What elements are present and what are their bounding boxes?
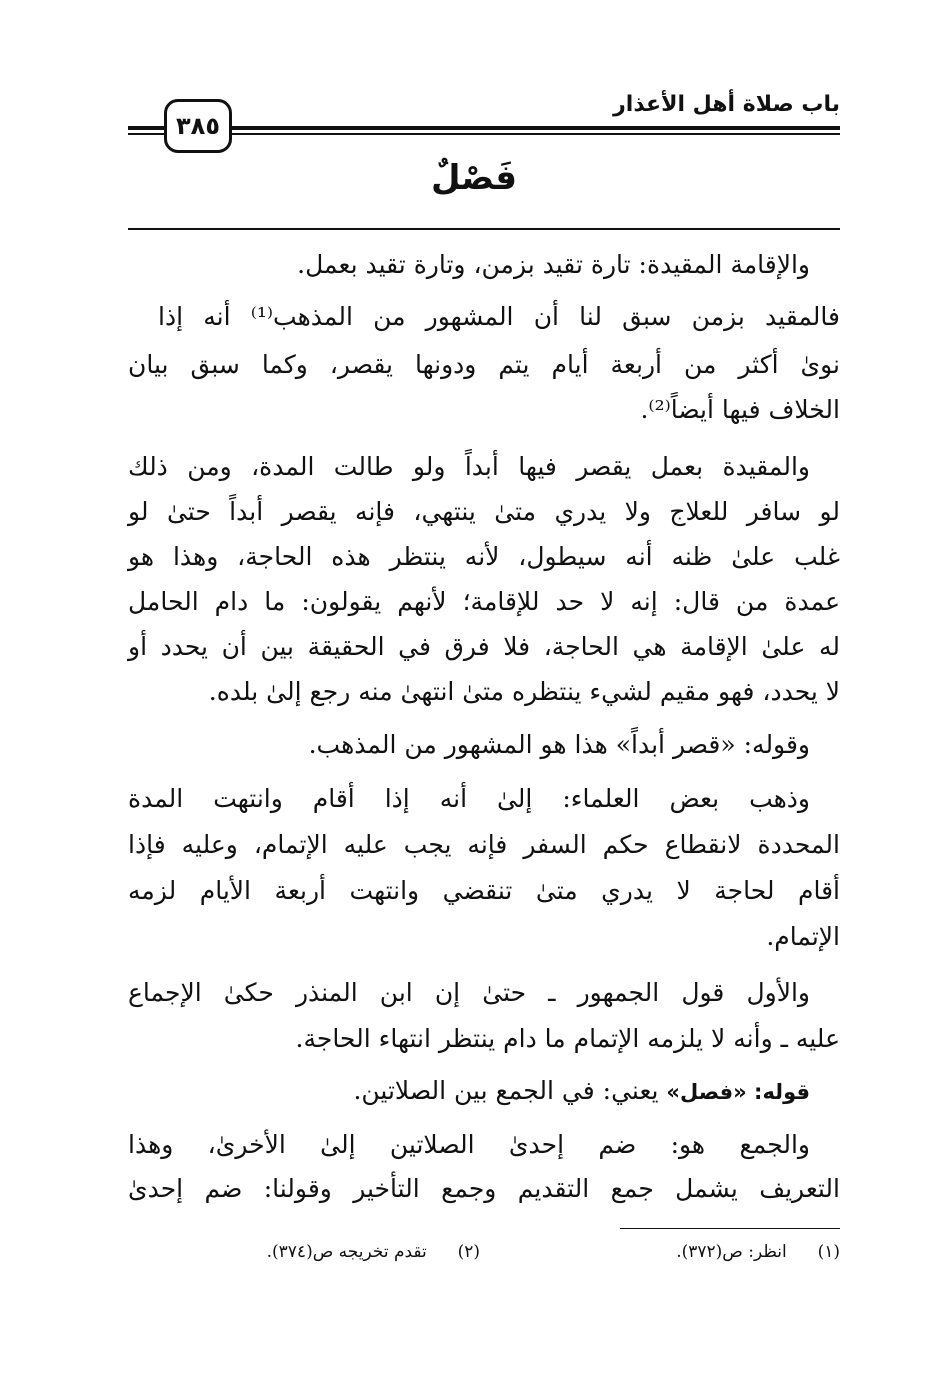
running-title: باب صلاة أهل الأعذار <box>613 92 840 117</box>
body-line: عليه ـ وأنه لا يلزمه الإتمام ما دام ينتظر انتهاء الحاجة. <box>295 1024 840 1053</box>
header-rule-thin-left <box>128 133 164 135</box>
footnote-text: انظر: ص(٣٧٢). <box>676 1242 787 1262</box>
section-divider <box>128 228 840 230</box>
footnote-marker: (٢) <box>457 1242 480 1262</box>
footnote-1 <box>676 1242 840 1262</box>
body-line: المحددة لانقطاع حكم السفر فإنه يجب عليه الإتمام، وعليه فإذا <box>128 830 840 859</box>
header-rule-thick-right <box>226 126 840 130</box>
body-line: له علىٰ الإقامة هي الحاجة، فلا فرق في الحقيقة بين أن يحدد أو <box>128 632 840 661</box>
body-line: نوىٰ أكثر من أربعة أيام يتم ودونها يقصر، وكما سبق بيان <box>128 350 841 379</box>
body-line: وذهب بعض العلماء: إلىٰ أنه إذا أقام وانتهت المدة <box>128 784 810 813</box>
body-line <box>353 1076 810 1107</box>
body-line: عمدة من قال: إنه لا حد للإقامة؛ لأنهم يقولون: ما دام الحامل <box>128 587 840 616</box>
footnote-marker: (١) <box>817 1242 840 1262</box>
header-rule-thin-right <box>226 133 840 135</box>
page-number <box>164 99 232 153</box>
body-line: التعريف يشمل جمع التقديم وجمع التأخير وقولنا: ضم إحدىٰ <box>128 1174 840 1203</box>
body-line: أقام لحاجة لا يدري متىٰ تنقضي وانتهت أربعة الأيام لزمه <box>128 876 840 905</box>
footnote-separator <box>620 1228 840 1229</box>
footnote-text: تقدم تخريجه ص(٣٧٤). <box>266 1242 427 1262</box>
body-line: والإقامة المقيدة: تارة تقيد بزمن، وتارة تقيد بعمل. <box>297 250 810 279</box>
header-rule-thick-left <box>128 126 164 130</box>
footnote-2 <box>267 1242 480 1262</box>
body-line: الخلاف فيها أيضاً⁽²⁾. <box>640 395 840 424</box>
body-line: لو سافر للعلاج ولا يدري متىٰ ينتهي، فإنه يقصر أبداً حتىٰ لو <box>128 497 840 526</box>
body-line: وقوله: «قصر أبداً» هذا هو المشهور من المذهب. <box>308 730 810 759</box>
body-line: الإتمام. <box>766 922 840 951</box>
body-line: والجمع هو: ضم إحدىٰ الصلاتين إلىٰ الأخرىٰ، وهذا <box>128 1130 810 1159</box>
body-line: لا يحدد، فهو مقيم لشيء ينتظره متىٰ انتهىٰ منه رجع إلىٰ بلده. <box>208 677 840 706</box>
lead-text: يعني: في الجمع بين الصلاتين. <box>353 1076 659 1105</box>
body-line: فالمقيد بزمن سبق لنا أن المشهور من المذهب⁽¹⁾ أنه إذا <box>158 302 840 331</box>
section-title: فَصْلٌ <box>430 158 518 198</box>
body-line: والأول قول الجمهور ـ حتىٰ إن ابن المنذر حكىٰ الإجماع <box>128 978 810 1007</box>
body-line: والمقيدة بعمل يقصر فيها أبداً ولو طالت المدة، ومن ذلك <box>128 452 810 481</box>
page-number-text: ٣٨٥ <box>176 112 220 140</box>
lead-label: قوله: «فصل» <box>666 1080 810 1104</box>
body-line: غلب علىٰ ظنه أنه سيطول، لأنه ينتظر هذه الحاجة، وهذا هو <box>128 542 841 571</box>
